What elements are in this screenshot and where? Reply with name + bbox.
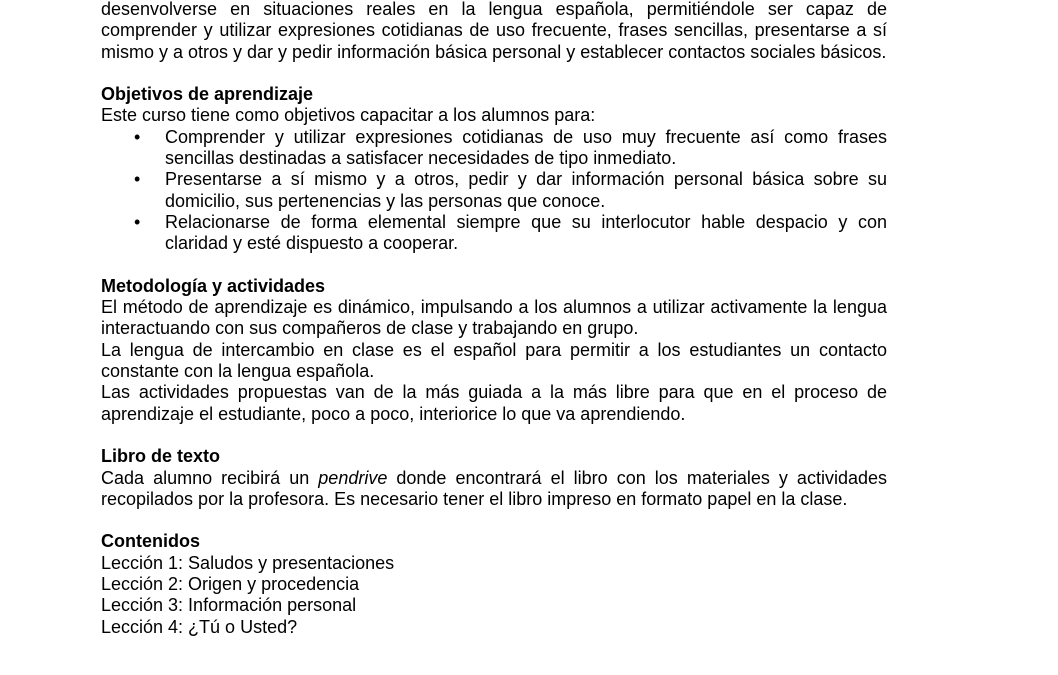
list-item (101, 169, 887, 212)
bullet-icon: • (134, 211, 141, 232)
libro-text-after: donde encontrará el libro con los materiales y actividades recopilados por la profesora. Es necesario tener el libro impreso en formato papel en la clase. (101, 467, 887, 509)
lesson-item: Lección 4: ¿Tú o Usted? (101, 616, 298, 637)
metodologia-paragraph: El método de aprendizaje es dinámico, impulsando a los alumnos a utilizar activamente la lengua interactuando con sus compañeros de clase y trabajando en grupo. (101, 297, 887, 339)
objetivos-heading: Objetivos de aprendizaje (101, 84, 314, 105)
list-item-text: Comprender y utilizar expresiones cotidianas de uso muy frecuente así como frases sencillas destinadas a satisfacer necesidades de tipo inmediato. (165, 126, 887, 169)
metodologia-paragraph: Las actividades propuestas van de la más guiada a la más libre para que en el proceso de aprendizaje el estudiante, poco a poco, interiorice lo que va aprendiendo. (101, 382, 887, 424)
bullet-icon: • (134, 169, 141, 190)
libro-paragraph (101, 468, 887, 511)
libro-text-italic: pendrive (318, 467, 388, 488)
metodologia-paragraph: La lengua de intercambio en clase es el español para permitir a los estudiantes un contacto constante con la lengua española. (101, 339, 887, 382)
libro-heading: Libro de texto (101, 446, 221, 467)
lesson-item: Lección 2: Origen y procedencia (101, 574, 360, 595)
libro-text-before: Cada alumno recibirá un (101, 467, 319, 488)
document-page (101, 0, 887, 638)
intro-paragraph: desenvolverse en situaciones reales en la lengua española, permitiéndole ser capaz de comprender y utilizar expresiones cotidianas de uso frecuente, frases sencillas, presentarse a sí mismo y a otros y dar y pedir información básica personal y establecer contactos sociales básicos. (101, 0, 887, 62)
list-item-text: Presentarse a sí mismo y a otros, pedir y dar información personal básica sobre su domicilio, sus pertenencias y las personas que conoce. (165, 169, 887, 211)
lesson-item: Lección 3: Información personal (101, 595, 357, 616)
lesson-item: Lección 1: Saludos y presentaciones (101, 552, 395, 573)
objetivos-list (101, 127, 887, 255)
list-item (101, 127, 887, 170)
metodologia-heading: Metodología y actividades (101, 275, 326, 296)
list-item-text: Relacionarse de forma elemental siempre que su interlocutor hable despacio y con claridad y esté dispuesto a cooperar. (165, 211, 887, 254)
list-item (101, 212, 887, 255)
contenidos-heading: Contenidos (101, 531, 200, 552)
objetivos-intro: Este curso tiene como objetivos capacitar a los alumnos para: (101, 105, 596, 126)
bullet-icon: • (134, 126, 141, 147)
